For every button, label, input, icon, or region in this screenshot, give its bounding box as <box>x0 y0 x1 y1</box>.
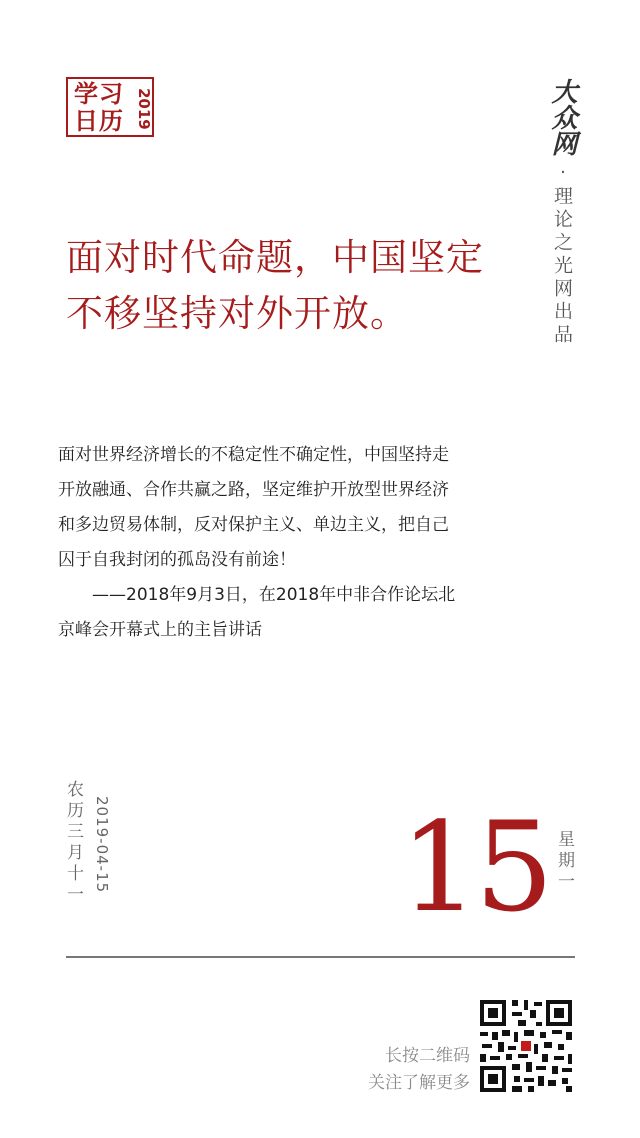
gregorian-date: 2019-04-15 <box>93 796 111 894</box>
logo-title <box>74 81 132 135</box>
lunar-date: 农历三月十一 <box>63 780 83 906</box>
qr-code-icon[interactable] <box>478 998 574 1094</box>
qr-prompt-line2: 关注了解更多 <box>368 1073 470 1093</box>
quote-line: 开放融通、合作共赢之路，坚定维护开放型世界经济 <box>58 480 449 500</box>
logo-title-line2: 日历 <box>74 107 124 135</box>
brand-separator: · <box>560 162 566 183</box>
logo-title-line1: 学习 <box>74 80 124 108</box>
brand-text: 理论之光网出品 <box>551 186 573 347</box>
headline <box>66 230 536 342</box>
quote-source-line: ——2018年9月3日，在2018年中非合作论坛北 <box>58 585 456 605</box>
quote-body <box>58 438 538 648</box>
quote-source-line: 京峰会开幕式上的主旨讲话 <box>58 620 262 640</box>
xuexi-calendar-logo <box>66 77 154 137</box>
brand-vertical <box>547 78 579 356</box>
day-number: 15 <box>400 796 550 940</box>
weekday: 星期一 <box>554 830 574 893</box>
divider <box>66 956 575 958</box>
logo-year: 2019 <box>135 88 153 130</box>
headline-line-1: 面对时代命题，中国坚定 <box>66 236 484 279</box>
quote-line: 和多边贸易体制，反对保护主义、单边主义，把自己 <box>58 515 449 535</box>
qr-prompt <box>330 1043 470 1097</box>
dazhong-logo: 大众网 <box>547 78 577 156</box>
quote-line: 囚于自我封闭的孤岛没有前途！ <box>58 550 296 570</box>
quote-line: 面对世界经济增长的不稳定性不确定性，中国坚持走 <box>58 445 449 465</box>
qr-prompt-line1: 长按二维码 <box>385 1046 470 1066</box>
headline-line-2: 不移坚持对外开放。 <box>66 292 408 335</box>
